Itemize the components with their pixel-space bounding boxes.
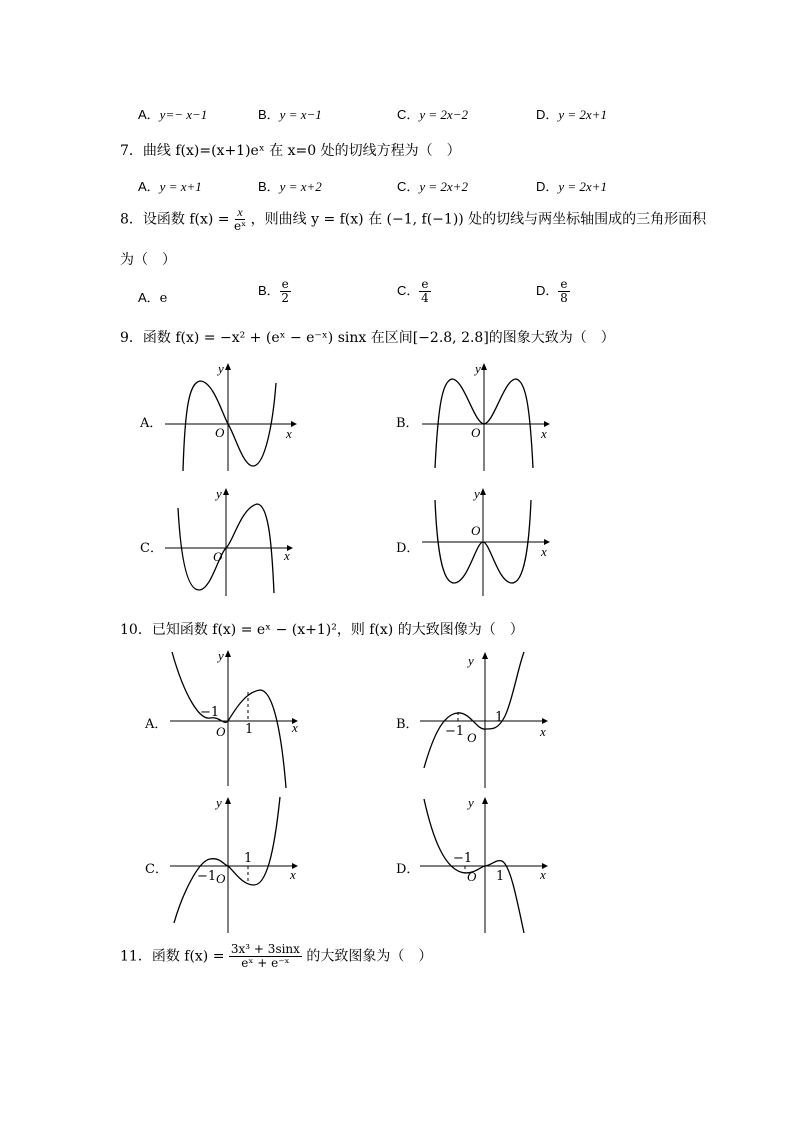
q9-graph-c[interactable]: [165, 488, 295, 598]
q9-label-a[interactable]: A．: [140, 416, 163, 431]
q9-question: 9．函数 f(x) = −x² + (eˣ − e⁻ˣ) sinx 在区间[−2.8, 2.8]的图象大致为（ ）: [120, 330, 615, 346]
y-axis-label: y: [218, 361, 224, 376]
tick-neg-one: −1: [200, 705, 220, 720]
q10-question: 10．已知函数 f(x) = eˣ − (x+1)²，则 f(x) 的大致图像为（ ）: [120, 622, 524, 638]
q6-option-a[interactable]: A．y=− x−1: [138, 107, 208, 122]
q7-option-b[interactable]: B．y = x+2: [258, 179, 322, 194]
q9-graph-b-svg: [422, 363, 552, 473]
q10-graph-d[interactable]: [420, 795, 555, 935]
y-axis-label: y: [474, 486, 480, 501]
tick-neg-one: −1: [453, 851, 473, 866]
y-axis-label: y: [216, 486, 222, 501]
q10-graph-c-svg: [170, 795, 305, 935]
x-axis-label: x: [290, 867, 296, 882]
q10-graph-a[interactable]: [170, 648, 305, 788]
q7-option-d[interactable]: D．y = 2x+1: [536, 179, 607, 194]
q8-question-line2: 为（ ）: [120, 252, 176, 268]
q9-graph-d[interactable]: [422, 488, 552, 598]
tick-neg-one: −1: [445, 724, 465, 739]
q6-option-d[interactable]: D．y = 2x+1: [536, 107, 607, 122]
origin-label: O: [216, 724, 226, 739]
q10-graph-b-svg: [420, 650, 555, 790]
x-axis-label: x: [284, 548, 290, 563]
tick-one: 1: [244, 851, 253, 866]
y-axis-label: y: [475, 361, 481, 376]
x-axis-label: x: [541, 544, 547, 559]
x-axis-label: x: [541, 426, 547, 441]
origin-label: O: [215, 425, 225, 440]
y-axis-label: y: [468, 653, 474, 668]
q10-label-d[interactable]: D．: [396, 862, 420, 877]
origin-label: O: [216, 871, 226, 886]
q8-option-b[interactable]: B． $\frac{e}{2}$: [258, 277, 290, 305]
tick-one: 1: [495, 710, 504, 725]
q9-label-c[interactable]: C．: [140, 541, 163, 556]
y-axis-label: y: [218, 648, 224, 663]
q7-question: 7．曲线 f(x)=(x+1)eˣ 在 x=0 处的切线方程为（ ）: [120, 143, 461, 159]
q8-option-a[interactable]: A．e: [138, 290, 168, 306]
q9-label-b[interactable]: B．: [396, 416, 419, 431]
origin-label: O: [467, 730, 477, 745]
q10-label-c[interactable]: C．: [145, 862, 168, 877]
y-axis-label: y: [216, 795, 222, 810]
x-axis-label: x: [540, 867, 546, 882]
q11-question: 11．函数 f(x) = $\frac{\text{3x³ + 3sinx}}{\text{eˣ + e⁻ˣ}}$ 的大致图象为（ ）: [120, 942, 433, 970]
q9-graph-b[interactable]: [422, 363, 552, 473]
q10-graph-b[interactable]: [420, 650, 555, 790]
q6-option-b[interactable]: B．y = x−1: [258, 107, 322, 122]
x-axis-label: x: [292, 720, 298, 735]
q8-option-d[interactable]: D． $\frac{e}{8}$: [536, 277, 568, 305]
q9-graph-a[interactable]: [165, 363, 295, 473]
x-axis-label: x: [286, 426, 292, 441]
q7-option-a[interactable]: A．y = x+1: [138, 179, 202, 194]
q10-graph-c[interactable]: [170, 795, 305, 935]
q9-graph-c-svg: [165, 488, 295, 598]
tick-neg-one: −1: [197, 869, 217, 884]
x-axis-label: x: [540, 724, 546, 739]
q9-graph-d-svg: [422, 488, 552, 598]
q6-option-c[interactable]: C．y = 2x−2: [397, 107, 468, 122]
y-axis-label: y: [468, 795, 474, 810]
q7-option-c[interactable]: C．y = 2x+2: [397, 179, 468, 194]
q10-label-a[interactable]: A．: [145, 717, 168, 732]
origin-label: O: [213, 549, 223, 564]
q10-graph-d-svg: [420, 795, 555, 935]
q10-graph-a-svg: [170, 648, 305, 788]
origin-label: O: [471, 523, 481, 538]
origin-label: O: [467, 869, 477, 884]
tick-one: 1: [496, 869, 505, 884]
q10-label-b[interactable]: B．: [396, 717, 419, 732]
q11-fraction: $\frac{\text{3x³ + 3sinx}}{\text{eˣ + e⁻ˣ}}$: [230, 942, 300, 970]
q9-label-d[interactable]: D．: [396, 541, 420, 556]
origin-label: O: [471, 425, 481, 440]
q8-option-c[interactable]: C． $\frac{e}{4}$: [397, 277, 429, 305]
q8-fraction: $\frac{x}{\text{eˣ}}$: [234, 205, 247, 233]
q8-question: 8．设函数 f(x) = $\frac{x}{\text{eˣ}}$ ，则曲线 y = f(x) 在 (−1, f(−1)) 处的切线与两坐标轴围成的三角形面积: [120, 205, 707, 233]
q9-graph-a-svg: [165, 363, 295, 473]
tick-one: 1: [245, 722, 254, 737]
